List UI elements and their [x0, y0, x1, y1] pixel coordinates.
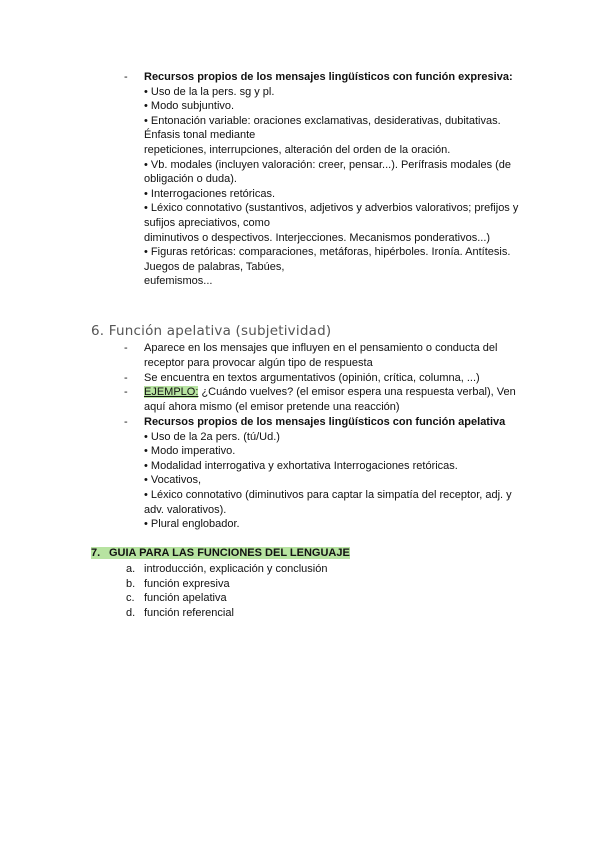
expressive-line: • Figuras retóricas: comparaciones, metáforas, hipérboles. Ironía. Antítesis. Juegos de palabras, Tabúes, [144, 246, 511, 273]
list-item [126, 606, 327, 621]
bullet-dash: - [124, 342, 128, 354]
appellative-example [124, 385, 524, 414]
section-6-heading: 6. Función apelativa (subjetividad) [91, 323, 332, 339]
list-letter: b. [126, 577, 136, 590]
list-item-text: función expresiva [144, 577, 230, 590]
expressive-line: diminutivos o despectivos. Interjecciones. Mecanismos ponderativos...) [144, 231, 491, 244]
section-7-title: GUIA PARA LAS FUNCIONES DEL LENGUAJE [109, 547, 350, 559]
bullet-dash: - [124, 416, 128, 428]
appellative-line: • Vocativos, [144, 474, 202, 487]
guide-list [126, 562, 327, 620]
list-item-text: introducción, explicación y conclusión [144, 563, 328, 575]
expressive-resources-title: Recursos propios de los mensajes lingüísticos con función expresiva: [144, 71, 513, 83]
appellative-resources-title: Recursos propios de los mensajes lingüísticos con función apelativa [144, 416, 506, 428]
expressive-line: eufemismos... [144, 275, 213, 288]
list-letter: a. [126, 563, 136, 575]
appellative-line: • Plural englobador. [144, 518, 240, 531]
example-text: ¿Cuándo vuelves? (el emisor espera una respuesta verbal), Ven aquí ahora mismo (el emisor pretende una reacción) [144, 386, 516, 413]
expressive-line: • Vb. modales (incluyen valoración: creer, pensar...). Perífrasis modales (de obligación o duda). [144, 158, 512, 186]
expressive-line: repeticiones, interrupciones, alteración del orden de la oración. [144, 143, 451, 156]
list-item [126, 562, 327, 577]
appellative-resources-block [124, 415, 524, 532]
appellative-line: • Modalidad interrogativa y exhortativa Interrogaciones retóricas. [144, 459, 458, 472]
expressive-resources-block [124, 70, 524, 289]
appellative-line: • Uso de la 2a pers. (tú/Ud.) [144, 430, 280, 443]
list-item [126, 591, 327, 606]
appellative-line: • Modo imperativo. [144, 445, 236, 458]
expressive-line: • Modo subjuntivo. [144, 100, 235, 113]
expressive-line: • Interrogaciones retóricas. [144, 187, 276, 200]
list-item-text: función referencial [144, 606, 234, 619]
appellative-line: • Léxico connotativo (diminutivos para captar la simpatía del receptor, adj. y adv. valorativos). [144, 488, 512, 516]
appellative-item-text: Aparece en los mensajes que influyen en el pensamiento o conducta del receptor para provocar algún tipo de respuesta [144, 342, 498, 369]
expressive-line: • Entonación variable: oraciones exclamativas, desiderativas, dubitativas. Énfasis tonal mediante [144, 114, 501, 142]
list-letter: d. [126, 606, 136, 619]
bullet-dash: - [124, 372, 128, 384]
list-letter: c. [126, 592, 135, 605]
list-item [126, 577, 327, 592]
section-7-number: 7. [91, 547, 101, 559]
appellative-item-text: Se encuentra en textos argumentativos (opinión, crítica, columna, ...) [144, 372, 480, 384]
example-label: EJEMPLO: [144, 386, 199, 398]
section-7-heading [91, 546, 350, 561]
expressive-line: • Léxico connotativo (sustantivos, adjetivos y adverbios valorativos; prefijos y sufijos apreciativos, como [144, 202, 519, 229]
appellative-item-1 [124, 341, 524, 370]
bullet-dash: - [124, 71, 128, 83]
expressive-line: • Uso de la la pers. sg y pl. [144, 85, 275, 98]
list-item-text: función apelativa [144, 592, 227, 605]
bullet-dash: - [124, 386, 128, 398]
appellative-item-2 [124, 371, 524, 386]
